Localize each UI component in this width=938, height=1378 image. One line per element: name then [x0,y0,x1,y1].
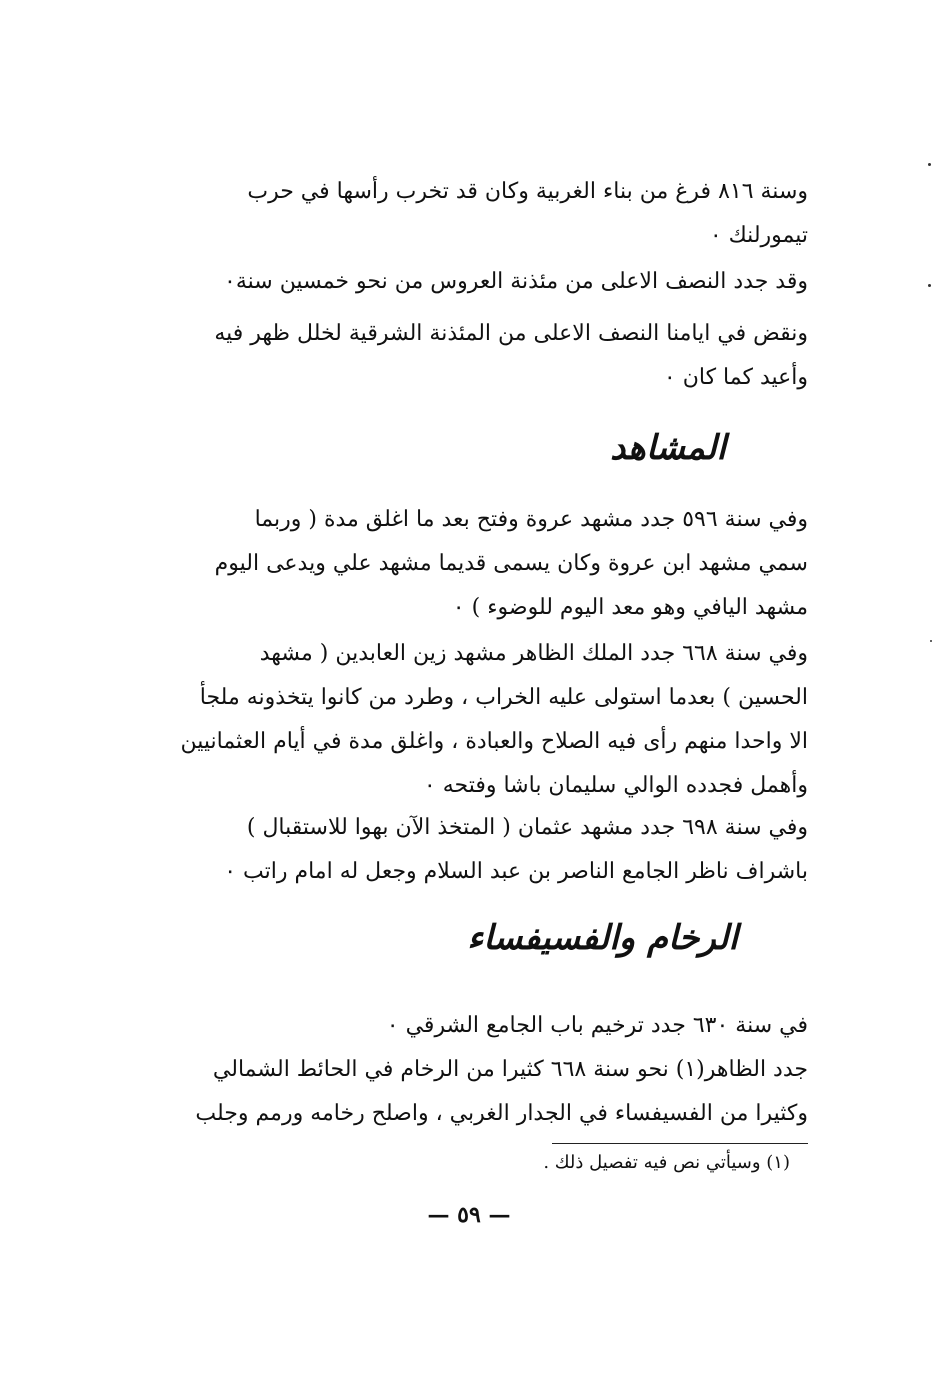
section-heading-shrines: المشاهد [610,428,726,468]
text-line: وسنة ٨١٦ فرغ من بناء الغربية وكان قد تخرب رأسها في حرب [247,179,808,204]
paragraph-shrine-urwa [160,498,808,630]
text-line: وقد جدد النصف الاعلى من مئذنة العروس من نحو خمسين سنة٠ [224,269,808,294]
text-line: جدد الظاهر(١) نحو سنة ٦٦٨ كثيرا من الرخام في الحائط الشمالي [212,1057,808,1082]
paragraph-zahir-marble [160,1048,808,1136]
scan-speck [928,163,931,166]
text-line: الا واحدا منهم رأى فيه الصلاح والعبادة ، واغلق مدة في أيام العثمانيين [180,729,808,754]
paragraph-shrine-zayn-al-abidin [160,632,808,808]
text-line: تيمورلنك ٠ [709,223,808,248]
paragraph-shrine-uthman [160,806,808,894]
paragraph-minaret-arus [160,260,808,304]
text-line: وفي سنة ٥٩٦ جدد مشهد عروة وفتح بعد ما اغلق مدة ( وربما [254,507,808,532]
paragraph-marble-630 [160,1004,808,1048]
text-line: وأهمل فجدده الوالي سليمان باشا وفتحه ٠ [423,773,808,798]
text-line: وفي سنة ٦٦٨ جدد الملك الظاهر مشهد زين العابدين ( مشهد [259,641,808,666]
text-line: وأعيد كما كان ٠ [663,365,808,390]
text-line: في سنة ٦٣٠ جدد ترخيم باب الجامع الشرقي ٠ [386,1013,808,1038]
paragraph-eastern-minaret [160,312,808,400]
scan-speck [930,640,932,642]
paragraph-renovation-816 [160,170,808,258]
text-line: وفي سنة ٦٩٨ جدد مشهد عثمان ( المتخذ الآن بهوا للاستقبال ) [246,815,808,840]
text-line: باشراف ناظر الجامع الناصر بن عبد السلام وجعل له امام راتب ٠ [224,859,808,884]
text-line: ونقض في ايامنا النصف الاعلى من المئذنة الشرقية لخلل ظهر فيه [214,321,808,346]
footnote: (١) وسيأتي نص فيه تفصيل ذلك . [543,1152,790,1173]
section-heading-marble-mosaic: الرخام والفسيفساء [467,918,738,958]
text-line: الحسين ) بعدما استولى عليه الخراب ، وطرد من كانوا يتخذونه ملجأ [199,685,808,710]
page-number: — ٥٩ — [427,1202,511,1228]
text-line: مشهد اليافي وهو معد اليوم للوضوء ) ٠ [452,595,808,620]
footnote-divider [552,1143,808,1144]
text-line: سمي مشهد ابن عروة وكان يسمى قديما مشهد علي ويدعى اليوم [214,551,808,576]
scan-speck [928,284,931,287]
text-line: وكثيرا من الفسيفساء في الجدار الغربي ، واصلح رخامه ورمم وجلب [195,1101,808,1126]
